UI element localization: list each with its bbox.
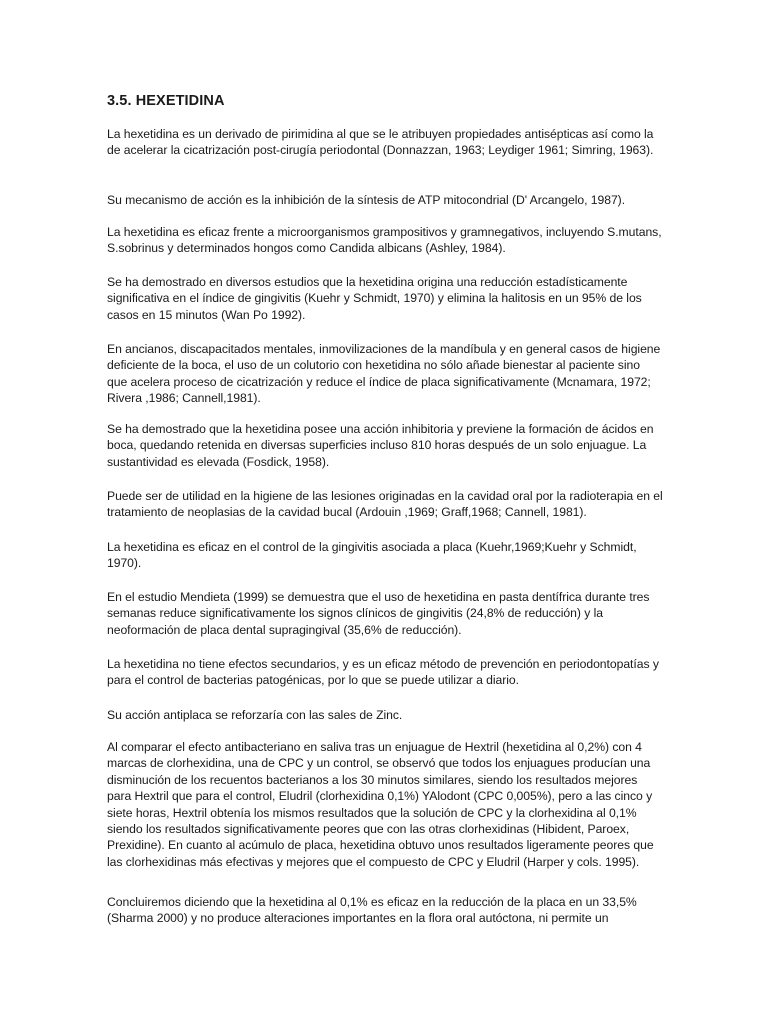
paragraph: Se ha demostrado que la hexetidina posee una acción inhibitoria y previene la formación de ácidos en boca, quedando retenida en diversas superficies incluso 810 horas después de un solo enjuague. La sustantividad es elevada (Fosdick, 1958). xyxy=(107,422,654,469)
section-heading: 3.5. HEXETIDINA xyxy=(107,93,225,109)
paragraph: Se ha demostrado en diversos estudios que la hexetidina origina una reducción estadísticamente significativa en el índice de gingivitis (Kuehr y Schmidt, 1970) y elimina la halitosis en un 95% de los casos en 15 minutos (Wan Po 1992). xyxy=(107,275,642,322)
paragraph: La hexetidina es un derivado de pirimidina al que se le atribuyen propiedades antisépticas así como la de acelerar la cicatrización post-cirugía periodontal (Donnazzan, 1963; Leydiger 1961; Simring, 1963). xyxy=(107,127,654,158)
paragraph: En ancianos, discapacitados mentales, inmovilizaciones de la mandíbula y en general casos de higiene deficiente de la boca, el uso de un colutorio con hexetidina no sólo añade bienestar al paciente sino que acelera proceso de cicatrización y reduce el índice de placa significativamente (Mcnamara, 1972; Rivera ,1986; Cannell,1981). xyxy=(107,342,661,406)
paragraph: Concluiremos diciendo que la hexetidina al 0,1% es eficaz en la reducción de la placa en un 33,5% (Sharma 2000) y no produce alteraciones importantes en la flora oral autóctona, ni permite un xyxy=(107,895,637,926)
paragraph: Puede ser de utilidad en la higiene de las lesiones originadas en la cavidad oral por la radioterapia en el tratamiento de neoplasias de la cavidad bucal (Ardouin ,1969; Graff,1968; Cannell, 1981). xyxy=(107,489,663,520)
paragraph: Su acción antiplaca se reforzaría con las sales de Zinc. xyxy=(107,708,403,722)
paragraph: Al comparar el efecto antibacteriano en saliva tras un enjuague de Hextril (hexetidina al 0,2%) con 4 marcas de clorhexidina, una de CPC y un control, se observó que todos los enjuagues producían una disminución de los recuentos bacterianos a los 30 minutos similares, siendo los resultados mejores para Hextril que para el control, Eludril (clorhexidina 0,1%) YAlodont (CPC 0,005%), pero a las cinco y siete horas, Hextril obtenía los mismos resultados que la solución de CPC y la clorhexidina al 0,1% siendo los resultados significativamente peores que con las otras clorhexidinas (Hibident, Paroex, Prexidine). En cuanto al acúmulo de placa, hexetidina obtuvo unos resultados ligeramente peores que las clorhexidinas más efectivas y mejores que el compuesto de CPC y Eludril (Harper y cols. 1995). xyxy=(107,740,654,869)
paragraph: Su mecanismo de acción es la inhibición de la síntesis de ATP mitocondrial (D' Arcangelo, 1987). xyxy=(107,193,626,207)
paragraph: La hexetidina no tiene efectos secundarios, y es un eficaz método de prevención en periodontopatías y para el control de bacterias patogénicas, por lo que se puede utilizar a diario. xyxy=(107,657,659,688)
paragraph: En el estudio Mendieta (1999) se demuestra que el uso de hexetidina en pasta dentífrica durante tres semanas reduce significativamente los signos clínicos de gingivitis (24,8% de reducción) y la neoformación de placa dental supragingival (35,6% de reducción). xyxy=(107,590,650,637)
paragraph: La hexetidina es eficaz en el control de la gingivitis asociada a placa (Kuehr,1969;Kuehr y Schmidt, 1970). xyxy=(107,540,637,571)
paragraph: La hexetidina es eficaz frente a microorganismos grampositivos y gramnegativos, incluyendo S.mutans, S.sobrinus y determinados hongos como Candida albicans (Ashley, 1984). xyxy=(107,225,662,256)
